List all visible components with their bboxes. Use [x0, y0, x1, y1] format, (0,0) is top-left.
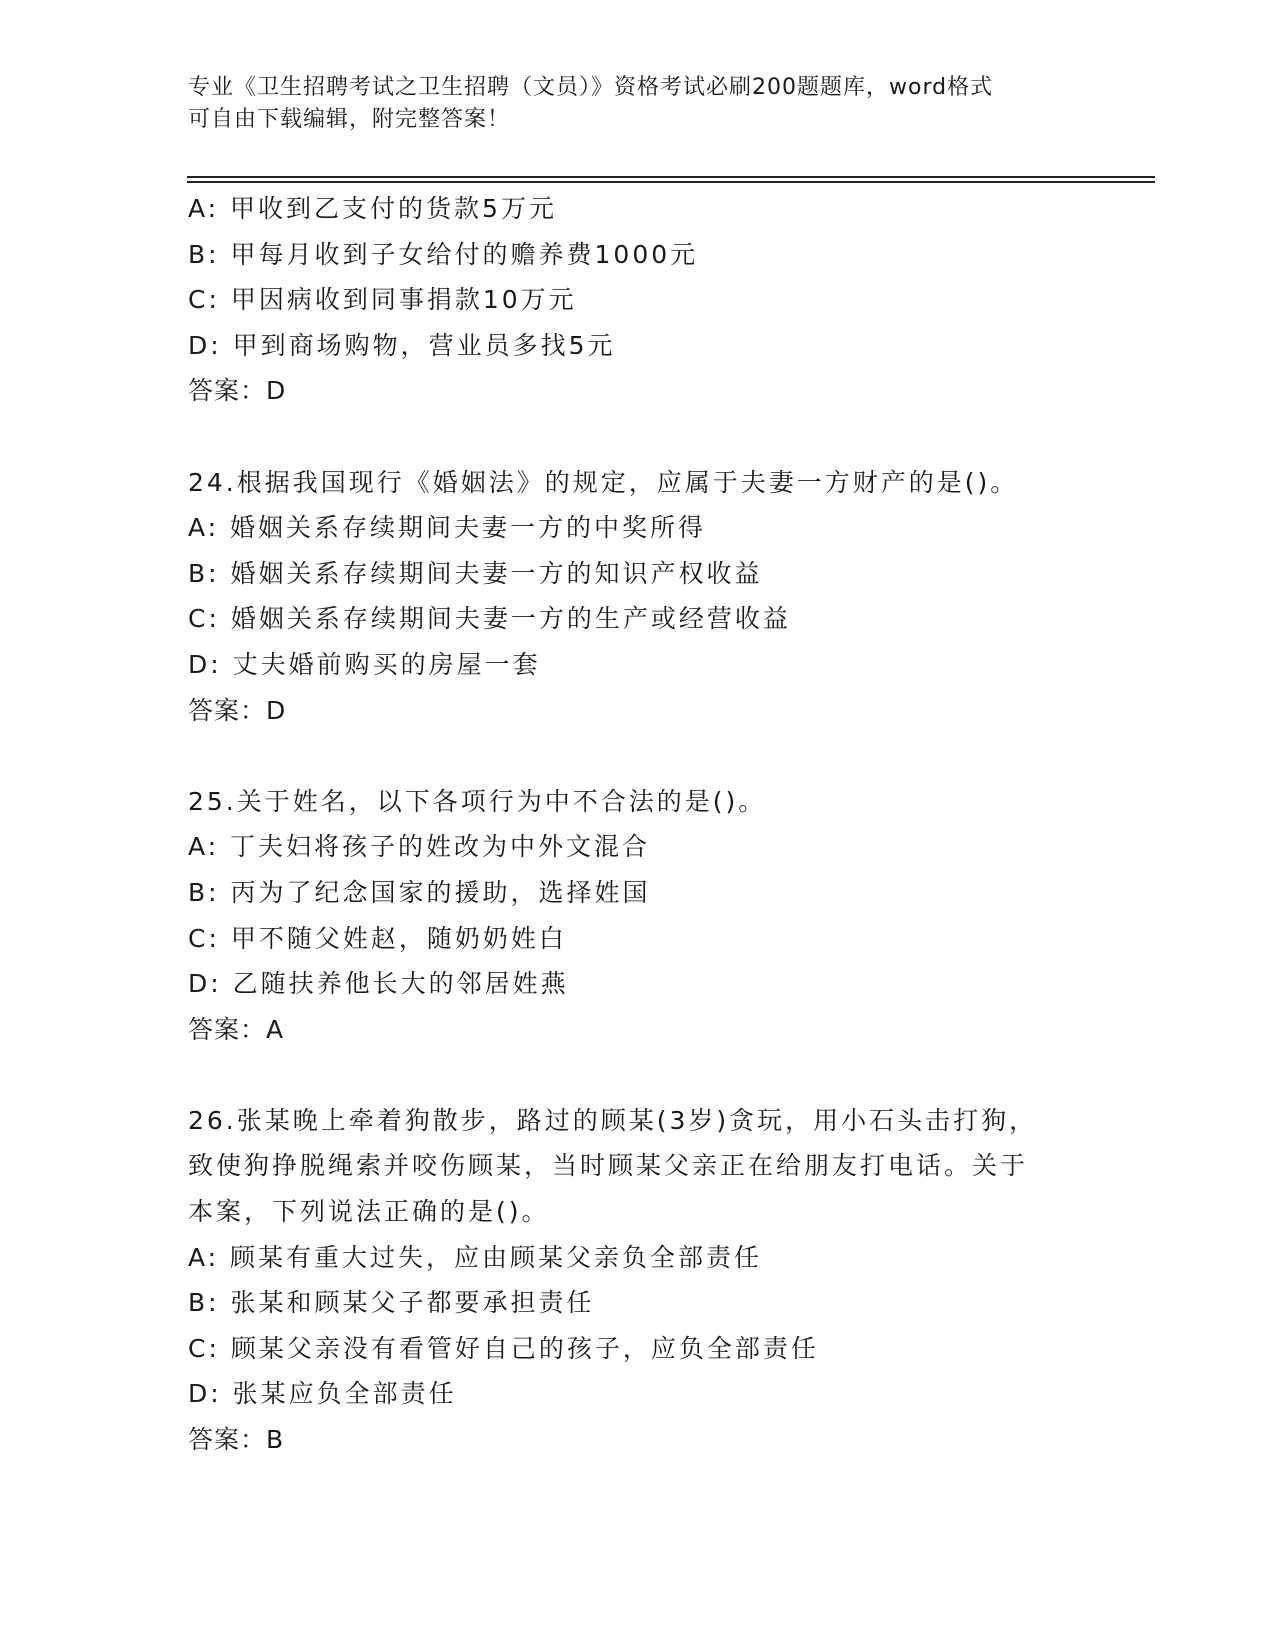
option-d: D: 甲到商场购物，营业员多找5元: [188, 330, 616, 360]
header-divider-top: [187, 176, 1155, 178]
option-a: A: 甲收到乙支付的货款5万元: [188, 194, 557, 223]
answer-line: 答案：D: [188, 376, 287, 406]
answer-line: 答案：B: [188, 1425, 285, 1455]
option-b: B: 张某和顾某父子都要承担责任: [188, 1288, 595, 1318]
question-gap: [188, 414, 1088, 460]
option-c: C: 甲不随父姓赵，随奶奶姓白: [188, 923, 567, 953]
document-header: [188, 72, 1068, 136]
option-a: A: 婚姻关系存续期间夫妻一方的中奖所得: [188, 513, 707, 543]
question-stem: 致使狗挣脱绳索并咬伤顾某，当时顾某父亲正在给朋友打电话。关于: [188, 1151, 1029, 1181]
question-list: [188, 186, 1088, 1463]
answer-line: 答案：A: [188, 1014, 285, 1044]
header-line-1: 专业《卫生招聘考试之卫生招聘（文员）》资格考试必刷200题题库，word格式: [188, 75, 994, 100]
question-block: [188, 779, 1088, 1053]
option-a: A: 丁夫妇将孩子的姓改为中外文混合: [188, 832, 651, 862]
option-a: A: 顾某有重大过失，应由顾某父亲负全部责任: [188, 1242, 763, 1272]
option-d: D: 丈夫婚前购买的房屋一套: [188, 649, 541, 679]
question-block: [188, 1098, 1088, 1463]
option-d: D: 张某应负全部责任: [188, 1379, 457, 1409]
answer-line: 答案：D: [188, 695, 287, 725]
option-c: C: 婚姻关系存续期间夫妻一方的生产或经营收益: [188, 604, 791, 634]
question-stem: 25.关于姓名，以下各项行为中不合法的是()。: [188, 786, 767, 816]
header-divider-bottom: [187, 181, 1155, 183]
option-b: B: 甲每月收到子女给付的赡养费1000元: [188, 239, 699, 269]
question-stem: 本案，下列说法正确的是()。: [188, 1197, 550, 1227]
question-block: [188, 186, 1088, 414]
option-c: C: 顾某父亲没有看管好自己的孩子，应负全部责任: [188, 1333, 819, 1363]
option-c: C: 甲因病收到同事捐款10万元: [188, 285, 577, 315]
option-b: B: 婚姻关系存续期间夫妻一方的知识产权收益: [188, 558, 763, 588]
header-line-2: 可自由下载编辑，附完整答案！: [188, 107, 511, 132]
question-gap: [188, 733, 1088, 779]
question-stem: 26.张某晚上牵着狗散步，路过的顾某(3岁)贪玩，用小石头击打狗，: [188, 1105, 1038, 1135]
question-block: [188, 460, 1088, 734]
question-gap: [188, 1052, 1088, 1098]
option-d: D: 乙随扶养他长大的邻居姓燕: [188, 969, 569, 999]
option-b: B: 丙为了纪念国家的援助，选择姓国: [188, 877, 651, 907]
question-stem: 24.根据我国现行《婚姻法》的规定，应属于夫妻一方财产的是()。: [188, 467, 1019, 497]
